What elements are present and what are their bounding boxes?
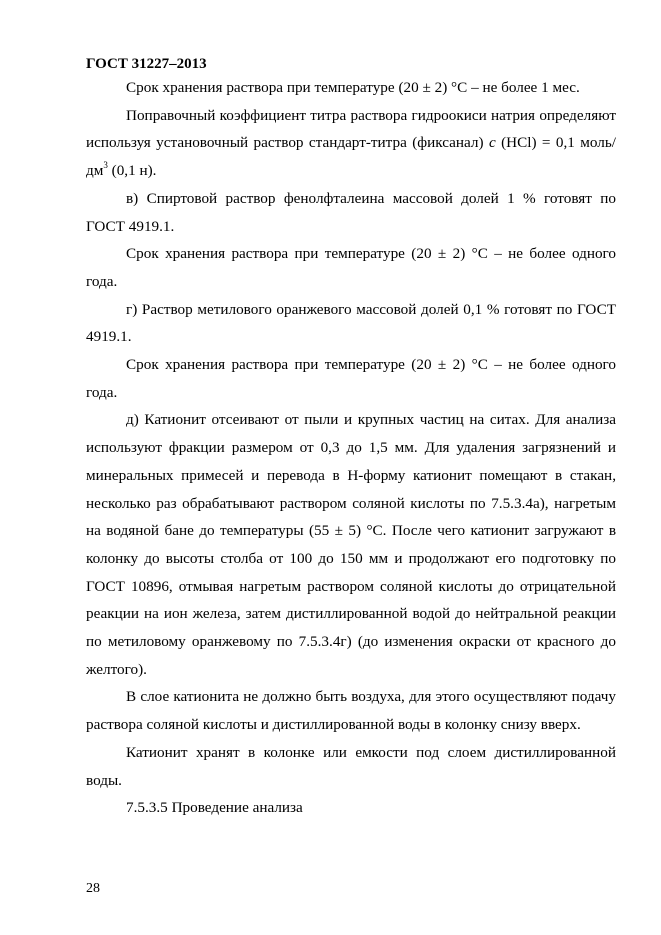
paragraph-methyl-orange: г) Раствор метилового оранжевого массовой долей 0,1 % готовят по ГОСТ 4919.1. bbox=[86, 300, 616, 346]
paragraph-cationite-storage: Катионит хранят в колонке или емкости под слоем дистиллированной воды. bbox=[86, 743, 616, 789]
paragraph-air-note: В слое катионита не должно быть воздуха, для этого осуществляют подачу раствора соляной кислоты и дистиллированной воды в колонку снизу вверх. bbox=[86, 688, 616, 734]
text-span: (0,1 н). bbox=[107, 162, 157, 180]
formula-superscript: 3 bbox=[103, 160, 108, 171]
paragraph-storage-2: Срок хранения раствора при температуре (20 ± 2) °С – не более одного года. bbox=[86, 245, 616, 290]
section-heading: 7.5.3.5 Проведение анализа bbox=[126, 799, 303, 817]
paragraph-cationite-prep: д) Катионит отсеивают от пыли и крупных частиц на ситах. Для анализа используют фракции размером от 0,3 до 1,5 мм. Для удаления загрязнений и минеральных примесей и перевода в Н-форму катионит помещают в стакан, несколько раз обрабатывают раствором соляной кислоты по 7.5.3.4а), нагретым на водяной бане до температуры (55 ± 5) °С. После чего катионит загружают в колонку до высоты столба от 100 до 150 мм и продолжают его подготовку по ГОСТ 10896, отмывая нагретым раствором соляной кислоты до отрицательной реакции на ион железа, затем дистиллированной водой до нейтральной реакции по метиловому оранжевому по 7.5.3.4г) (до изменения окраски от красного до желтого). bbox=[86, 411, 616, 678]
document-body bbox=[86, 74, 616, 822]
paragraph-correction-factor bbox=[86, 102, 616, 185]
paragraph-storage-3: Срок хранения раствора при температуре (20 ± 2) °С – не более одного года. bbox=[86, 356, 616, 401]
formula-variable: c bbox=[488, 134, 496, 152]
page-number: 28 bbox=[86, 881, 100, 896]
text-span: Поправочный коэффициент титра раствора гидроокиси натрия определяют используя установочный раствор стандарт-титра (фиксанал) bbox=[86, 106, 616, 152]
paragraph-phenolphthalein: в) Спиртовой раствор фенолфталеина массовой долей 1 % готовят по ГОСТ 4919.1. bbox=[86, 189, 616, 235]
paragraph-storage-1: Срок хранения раствора при температуре (20 ± 2) °C – не более 1 мес. bbox=[126, 79, 580, 96]
document-header: ГОСТ 31227–2013 bbox=[86, 56, 207, 72]
text-span: (HCl) = 0,1 моль/дм bbox=[86, 134, 616, 180]
